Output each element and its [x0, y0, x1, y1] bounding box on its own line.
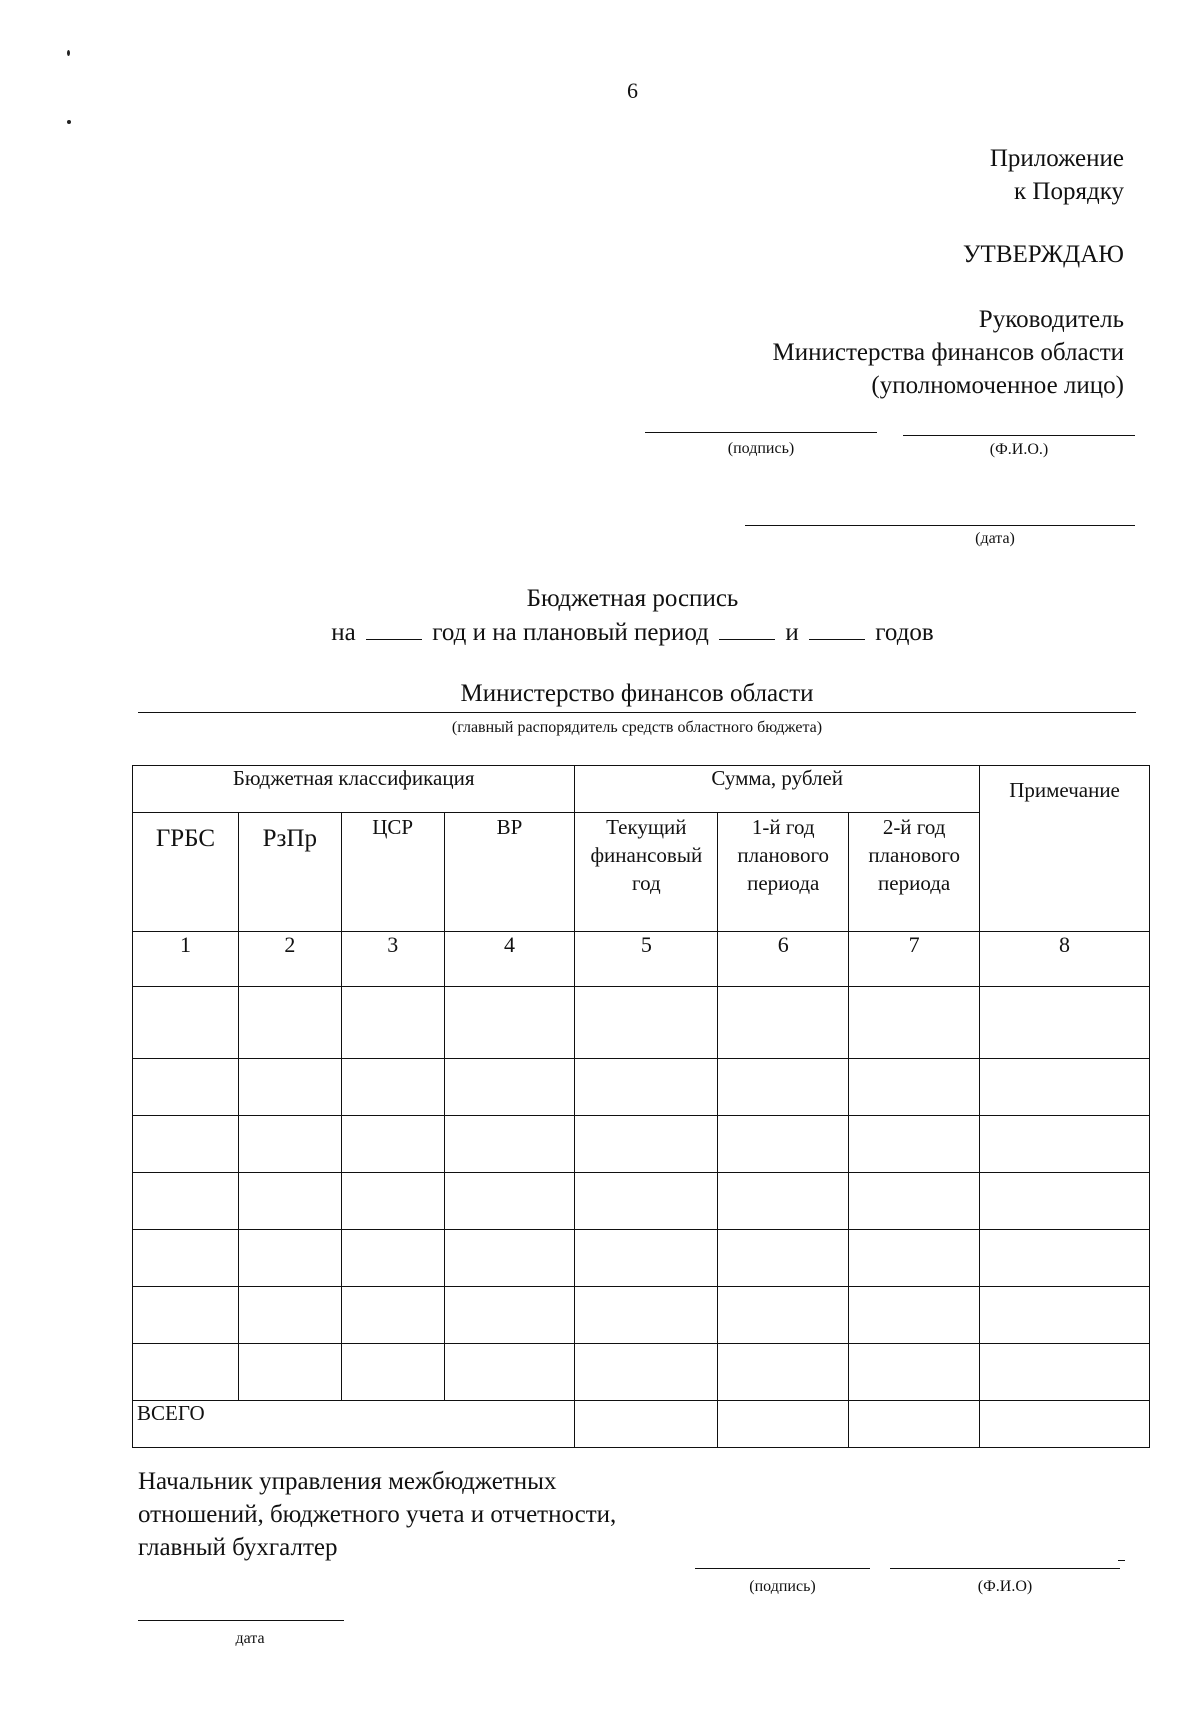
- grbs-header: ГРБС: [133, 813, 239, 932]
- table-cell[interactable]: [980, 1344, 1150, 1401]
- table-cell[interactable]: [341, 1059, 444, 1116]
- rzpr-header: РзПр: [238, 813, 341, 932]
- table-cell[interactable]: [980, 1059, 1150, 1116]
- chief-signature-caption: (подпись): [749, 1578, 816, 1595]
- table-cell[interactable]: [718, 1287, 849, 1344]
- table-cell[interactable]: [980, 987, 1150, 1059]
- vr-header: ВР: [444, 813, 575, 932]
- name-line-dash: [1118, 1560, 1125, 1561]
- table-cell[interactable]: [238, 1059, 341, 1116]
- table-cell[interactable]: [575, 1287, 718, 1344]
- column-number: 2: [238, 932, 341, 987]
- table-cell[interactable]: [238, 1230, 341, 1287]
- table-row: [133, 987, 1150, 1059]
- approval-date-caption: (дата): [975, 530, 1015, 547]
- table-cell[interactable]: [341, 1230, 444, 1287]
- table-cell[interactable]: [718, 1230, 849, 1287]
- scan-speck: [67, 50, 70, 56]
- total-cell[interactable]: [718, 1401, 849, 1448]
- approver-position-line-2: Министерства финансов области: [772, 339, 1124, 366]
- note-header-label: Примечание: [1009, 778, 1120, 802]
- organization-line: [138, 712, 1136, 713]
- table-cell[interactable]: [444, 987, 575, 1059]
- column-number-row: [133, 932, 1150, 987]
- table-cell[interactable]: [575, 987, 718, 1059]
- period-text-years: годов: [875, 619, 934, 646]
- current-year-line-1: Текущий: [606, 815, 687, 839]
- table-cell[interactable]: [980, 1287, 1150, 1344]
- table-cell[interactable]: [849, 1287, 980, 1344]
- table-cell[interactable]: [444, 1344, 575, 1401]
- column-number: 3: [341, 932, 444, 987]
- column-number: 6: [718, 932, 849, 987]
- column-number: 4: [444, 932, 575, 987]
- table-cell[interactable]: [444, 1116, 575, 1173]
- chief-name-line[interactable]: [890, 1568, 1120, 1569]
- plan-year-1-line-3: периода: [747, 871, 820, 895]
- column-number: 7: [849, 932, 980, 987]
- table-cell[interactable]: [133, 1230, 239, 1287]
- approval-date-line[interactable]: [745, 525, 1135, 526]
- appendix-reference: [990, 142, 1124, 208]
- table-cell[interactable]: [575, 1173, 718, 1230]
- plan-year-2-line-1: 2-й год: [882, 815, 946, 839]
- scan-speck: [67, 120, 71, 124]
- table-cell[interactable]: [718, 1059, 849, 1116]
- planning-year-1-blank[interactable]: [719, 619, 775, 640]
- table-cell[interactable]: [849, 1173, 980, 1230]
- table-cell[interactable]: [133, 1059, 239, 1116]
- approver-position: [773, 303, 1124, 402]
- sum-header: Сумма, рублей: [575, 766, 980, 813]
- plan-year-2-header: [849, 813, 980, 932]
- chief-accountant-line-3: главный бухгалтер: [138, 1534, 338, 1561]
- table-cell[interactable]: [444, 1287, 575, 1344]
- table-row: [133, 1344, 1150, 1401]
- appendix-line-1: Приложение: [989, 145, 1124, 172]
- table-cell[interactable]: [575, 1230, 718, 1287]
- period-text-middle: год и на плановый период: [432, 619, 709, 646]
- table-cell[interactable]: [849, 1344, 980, 1401]
- table-cell[interactable]: [133, 1344, 239, 1401]
- table-cell[interactable]: [238, 1173, 341, 1230]
- table-cell[interactable]: [575, 1116, 718, 1173]
- chief-accountant-line-1: Начальник управления межбюджетных: [138, 1468, 557, 1495]
- table-row: [133, 1116, 1150, 1173]
- period-text-on: на: [331, 619, 356, 646]
- table-cell[interactable]: [238, 1116, 341, 1173]
- chief-accountant-position: [138, 1465, 616, 1564]
- column-number: 1: [133, 932, 239, 987]
- approver-name-caption: (Ф.И.О.): [989, 441, 1049, 458]
- chief-signature-line[interactable]: [695, 1568, 870, 1569]
- footer-date-line[interactable]: [138, 1620, 344, 1621]
- table-cell[interactable]: [133, 987, 239, 1059]
- table-cell[interactable]: [238, 1287, 341, 1344]
- table-row: [133, 1287, 1150, 1344]
- table-cell[interactable]: [718, 987, 849, 1059]
- table-cell[interactable]: [341, 1173, 444, 1230]
- chief-accountant-line-2: отношений, бюджетного учета и отчетности,: [138, 1501, 617, 1528]
- table-cell[interactable]: [849, 1116, 980, 1173]
- table-cell[interactable]: [341, 1287, 444, 1344]
- table-cell[interactable]: [980, 1230, 1150, 1287]
- table-cell[interactable]: [849, 1230, 980, 1287]
- total-row: [133, 1401, 1150, 1448]
- table-cell[interactable]: [341, 1344, 444, 1401]
- current-year-line-2: финансовый: [590, 843, 703, 867]
- table-row: [133, 1230, 1150, 1287]
- table-cell[interactable]: [133, 1173, 239, 1230]
- csr-header: ЦСР: [341, 813, 444, 932]
- page-number: 6: [627, 78, 638, 103]
- total-label: ВСЕГО: [133, 1401, 575, 1448]
- table-cell[interactable]: [238, 1344, 341, 1401]
- classification-header: Бюджетная классификация: [133, 766, 575, 813]
- table-cell[interactable]: [849, 987, 980, 1059]
- current-year-line-3: год: [631, 871, 661, 895]
- table-cell[interactable]: [133, 1287, 239, 1344]
- table-cell[interactable]: [444, 1230, 575, 1287]
- table-cell[interactable]: [444, 1173, 575, 1230]
- approver-position-line-1: Руководитель: [978, 306, 1124, 333]
- plan-year-1-line-2: планового: [737, 843, 830, 867]
- document-title: Бюджетная роспись: [526, 585, 739, 612]
- table-row: [133, 1173, 1150, 1230]
- table-cell[interactable]: [238, 987, 341, 1059]
- table-cell[interactable]: [341, 987, 444, 1059]
- plan-year-2-line-2: планового: [868, 843, 960, 867]
- plan-year-2-line-3: периода: [878, 871, 951, 895]
- footer-date-caption: дата: [235, 1630, 265, 1647]
- table-cell[interactable]: [849, 1059, 980, 1116]
- note-header: [980, 766, 1150, 932]
- organization-caption: (главный распорядитель средств областного бюджета): [451, 719, 823, 736]
- table-cell[interactable]: [718, 1344, 849, 1401]
- table-cell[interactable]: [718, 1116, 849, 1173]
- table-row: [133, 1059, 1150, 1116]
- table-cell[interactable]: [718, 1173, 849, 1230]
- chief-name-caption: (Ф.И.О): [977, 1578, 1033, 1595]
- table-cell[interactable]: [980, 1173, 1150, 1230]
- approver-signature-line[interactable]: [645, 432, 877, 433]
- column-number: 8: [980, 932, 1150, 987]
- period-text-and: и: [785, 619, 799, 646]
- year-blank[interactable]: [366, 619, 422, 640]
- table-cell[interactable]: [980, 1116, 1150, 1173]
- total-cell[interactable]: [849, 1401, 980, 1448]
- approve-label: УТВЕРЖДАЮ: [962, 241, 1124, 268]
- table-cell[interactable]: [133, 1116, 239, 1173]
- plan-year-1-header: [718, 813, 849, 932]
- current-year-header: [575, 813, 718, 932]
- organization-name: Министерство финансов области: [460, 680, 814, 707]
- plan-year-1-line-1: 1-й год: [751, 815, 815, 839]
- total-cell[interactable]: [575, 1401, 718, 1448]
- table-cell[interactable]: [575, 1344, 718, 1401]
- appendix-line-2: к Порядку: [1014, 178, 1124, 205]
- budget-table: [132, 765, 1150, 1448]
- planning-year-2-blank[interactable]: [809, 619, 865, 640]
- table-cell[interactable]: [575, 1059, 718, 1116]
- table-cell[interactable]: [341, 1116, 444, 1173]
- approver-name-line[interactable]: [903, 435, 1135, 436]
- column-number: 5: [575, 932, 718, 987]
- total-cell[interactable]: [980, 1401, 1150, 1448]
- table-group-header-row: [133, 766, 1150, 813]
- approver-position-line-3: (уполномоченное лицо): [871, 372, 1124, 399]
- approver-signature-caption: (подпись): [727, 440, 795, 457]
- table-cell[interactable]: [444, 1059, 575, 1116]
- document-period: [0, 619, 1200, 647]
